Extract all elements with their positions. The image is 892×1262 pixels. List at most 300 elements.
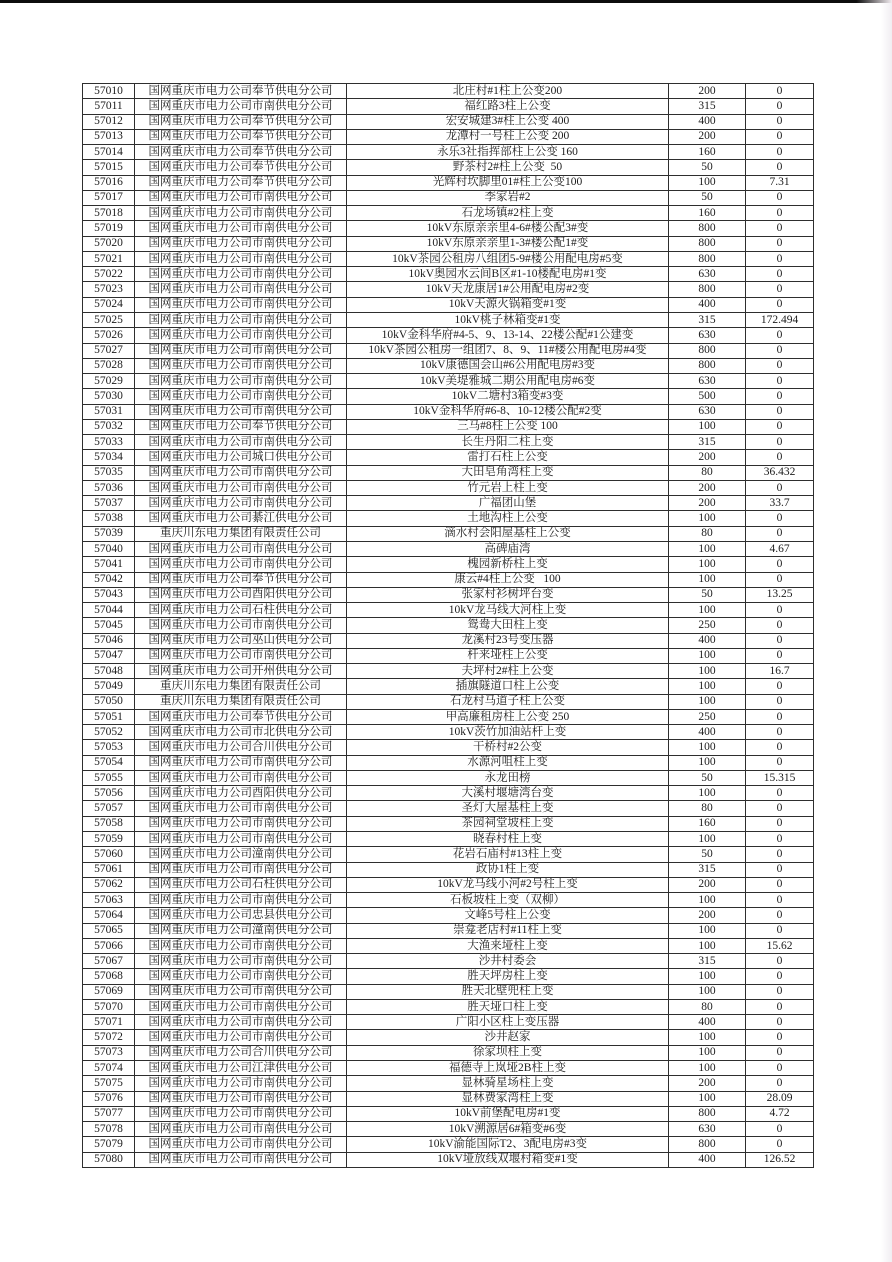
cell-company: 国网重庆市电力公司市南供电分公司 [135, 267, 347, 282]
cell-company: 国网重庆市电力公司市南供电分公司 [135, 801, 347, 816]
cell-id: 57066 [83, 938, 135, 953]
table-row [83, 938, 814, 953]
cell-value: 0 [746, 801, 814, 816]
cell-name: 茶园祠堂坡柱上变 [347, 816, 669, 831]
cell-capacity: 800 [669, 343, 746, 358]
cell-id: 57060 [83, 847, 135, 862]
cell-capacity: 800 [669, 282, 746, 297]
cell-name: 广阳小区柱上变压器 [347, 1015, 669, 1030]
cell-name: 沙井赵家 [347, 1030, 669, 1045]
table-row [83, 282, 814, 297]
cell-capacity: 100 [669, 740, 746, 755]
table-row [83, 450, 814, 465]
cell-id: 57043 [83, 587, 135, 602]
table-row [83, 877, 814, 892]
cell-value: 0 [746, 1030, 814, 1045]
cell-capacity: 630 [669, 404, 746, 419]
cell-name: 插旗隧道口柱上公变 [347, 679, 669, 694]
cell-id: 57024 [83, 297, 135, 312]
cell-name: 10kV金科华府#4-5、9、13-14、22楼公配#1公建变 [347, 328, 669, 343]
cell-capacity: 800 [669, 251, 746, 266]
cell-value: 0 [746, 236, 814, 251]
cell-value: 0 [746, 572, 814, 587]
cell-id: 57048 [83, 664, 135, 679]
cell-company: 国网重庆市电力公司潼南供电分公司 [135, 923, 347, 938]
cell-capacity: 400 [669, 1015, 746, 1030]
cell-id: 57029 [83, 374, 135, 389]
cell-name: 永龙田榜 [347, 770, 669, 785]
cell-value: 0 [746, 526, 814, 541]
cell-id: 57031 [83, 404, 135, 419]
cell-name: 10kV茨竹加油站杆上变 [347, 725, 669, 740]
table-row [83, 526, 814, 541]
cell-company: 国网重庆市电力公司石柱供电分公司 [135, 603, 347, 618]
table-row [83, 190, 814, 205]
cell-company: 国网重庆市电力公司奉节供电分公司 [135, 572, 347, 587]
cell-id: 57063 [83, 893, 135, 908]
cell-id: 57053 [83, 740, 135, 755]
cell-company: 国网重庆市电力公司巫山供电分公司 [135, 633, 347, 648]
cell-id: 57022 [83, 267, 135, 282]
cell-name: 10kV美堤雅城二期公用配电房#6变 [347, 374, 669, 389]
cell-name: 永乐3社指挥部柱上公变 160 [347, 145, 669, 160]
cell-capacity: 100 [669, 1061, 746, 1076]
cell-name: 福红路3柱上公变 [347, 99, 669, 114]
cell-capacity: 800 [669, 1106, 746, 1121]
cell-value: 0 [746, 404, 814, 419]
cell-id: 57064 [83, 908, 135, 923]
table-row [83, 572, 814, 587]
table-row [83, 297, 814, 312]
cell-capacity: 800 [669, 221, 746, 236]
cell-name: 广福团山堡 [347, 496, 669, 511]
cell-id: 57028 [83, 358, 135, 373]
cell-id: 57073 [83, 1045, 135, 1060]
cell-name: 花岩石庙村#13柱上变 [347, 847, 669, 862]
cell-name: 宏安城建3#柱上公变 400 [347, 114, 669, 129]
cell-company: 国网重庆市电力公司合川供电分公司 [135, 740, 347, 755]
cell-value: 0 [746, 1015, 814, 1030]
cell-id: 57075 [83, 1076, 135, 1091]
table-row [83, 389, 814, 404]
cell-capacity: 50 [669, 160, 746, 175]
cell-name: 福德寺上岚垭2B柱上变 [347, 1061, 669, 1076]
cell-id: 57079 [83, 1137, 135, 1152]
cell-company: 国网重庆市电力公司市南供电分公司 [135, 1106, 347, 1121]
cell-value: 0 [746, 419, 814, 434]
cell-value: 0 [746, 389, 814, 404]
cell-id: 57045 [83, 618, 135, 633]
cell-company: 国网重庆市电力公司市南供电分公司 [135, 1076, 347, 1091]
table-row [83, 1030, 814, 1045]
cell-company: 国网重庆市电力公司合川供电分公司 [135, 1045, 347, 1060]
cell-id: 57030 [83, 389, 135, 404]
cell-capacity: 630 [669, 374, 746, 389]
cell-company: 国网重庆市电力公司奉节供电分公司 [135, 709, 347, 724]
cell-company: 国网重庆市电力公司市南供电分公司 [135, 1137, 347, 1152]
cell-value: 16.7 [746, 664, 814, 679]
table-row [83, 435, 814, 450]
cell-id: 57067 [83, 954, 135, 969]
cell-value: 0 [746, 1076, 814, 1091]
cell-company: 国网重庆市电力公司市南供电分公司 [135, 389, 347, 404]
cell-id: 57056 [83, 786, 135, 801]
cell-company: 国网重庆市电力公司市南供电分公司 [135, 435, 347, 450]
cell-name: 竹元岩上柱上变 [347, 480, 669, 495]
cell-value: 0 [746, 190, 814, 205]
cell-company: 国网重庆市电力公司开州供电分公司 [135, 664, 347, 679]
cell-company: 国网重庆市电力公司市南供电分公司 [135, 404, 347, 419]
table-row [83, 786, 814, 801]
cell-company: 国网重庆市电力公司市南供电分公司 [135, 1152, 347, 1167]
cell-name: 野茶村2#柱上公变 50 [347, 160, 669, 175]
cell-name: 10kV金科华府#6-8、10-12楼公配#2变 [347, 404, 669, 419]
cell-company: 国网重庆市电力公司市南供电分公司 [135, 816, 347, 831]
cell-name: 10kV前堡配电房#1变 [347, 1106, 669, 1121]
cell-company: 国网重庆市电力公司奉节供电分公司 [135, 419, 347, 434]
cell-name: 10kV渝能国际T2、3配电房#3变 [347, 1137, 669, 1152]
cell-value: 0 [746, 297, 814, 312]
cell-capacity: 80 [669, 465, 746, 480]
cell-id: 57047 [83, 648, 135, 663]
cell-value: 0 [746, 160, 814, 175]
cell-company: 国网重庆市电力公司市南供电分公司 [135, 862, 347, 877]
cell-id: 57055 [83, 770, 135, 785]
cell-capacity: 100 [669, 1045, 746, 1060]
cell-id: 57061 [83, 862, 135, 877]
cell-value: 33.7 [746, 496, 814, 511]
cell-capacity: 200 [669, 129, 746, 144]
cell-name: 晓春村柱上变 [347, 832, 669, 847]
cell-company: 国网重庆市电力公司市南供电分公司 [135, 190, 347, 205]
cell-value: 0 [746, 633, 814, 648]
cell-name: 圣灯大屋基柱上变 [347, 801, 669, 816]
cell-name: 大渔来垭柱上变 [347, 938, 669, 953]
cell-id: 57025 [83, 312, 135, 327]
cell-value: 0 [746, 786, 814, 801]
table-row [83, 862, 814, 877]
cell-company: 重庆川东电力集团有限责任公司 [135, 526, 347, 541]
cell-name: 10kV茶园公租房一组团7、8、9、11#楼公用配电房#4变 [347, 343, 669, 358]
table-row [83, 893, 814, 908]
cell-name: 10kV二塘村3箱变#3变 [347, 389, 669, 404]
cell-name: 张家村衫树坪台变 [347, 587, 669, 602]
table-row [83, 1106, 814, 1121]
cell-value: 0 [746, 374, 814, 389]
cell-value: 0 [746, 694, 814, 709]
table-row [83, 664, 814, 679]
table-row [83, 465, 814, 480]
cell-capacity: 100 [669, 419, 746, 434]
cell-value: 28.09 [746, 1091, 814, 1106]
cell-capacity: 800 [669, 236, 746, 251]
cell-name: 石龙场镇#2柱上变 [347, 206, 669, 221]
cell-value: 0 [746, 923, 814, 938]
table-row [83, 984, 814, 999]
cell-value: 0 [746, 908, 814, 923]
cell-id: 57036 [83, 480, 135, 495]
cell-value: 7.31 [746, 175, 814, 190]
cell-value: 4.72 [746, 1106, 814, 1121]
cell-capacity: 100 [669, 679, 746, 694]
cell-company: 国网重庆市电力公司市南供电分公司 [135, 480, 347, 495]
cell-value: 0 [746, 725, 814, 740]
cell-company: 国网重庆市电力公司市南供电分公司 [135, 358, 347, 373]
cell-capacity: 315 [669, 99, 746, 114]
cell-value: 0 [746, 99, 814, 114]
cell-name: 干桥村#2公变 [347, 740, 669, 755]
cell-capacity: 100 [669, 511, 746, 526]
cell-name: 10kV奥园水云间B区#1-10楼配电房#1变 [347, 267, 669, 282]
cell-value: 15.62 [746, 938, 814, 953]
cell-company: 国网重庆市电力公司市南供电分公司 [135, 541, 347, 556]
cell-value: 0 [746, 480, 814, 495]
cell-name: 徐家坝柱上变 [347, 1045, 669, 1060]
cell-capacity: 315 [669, 435, 746, 450]
cell-capacity: 200 [669, 480, 746, 495]
cell-capacity: 630 [669, 267, 746, 282]
cell-value: 0 [746, 84, 814, 99]
cell-company: 重庆川东电力集团有限责任公司 [135, 694, 347, 709]
cell-capacity: 100 [669, 969, 746, 984]
table-row [83, 129, 814, 144]
data-table [82, 83, 814, 1168]
cell-value: 0 [746, 358, 814, 373]
cell-name: 土地沟柱上公变 [347, 511, 669, 526]
cell-value: 0 [746, 343, 814, 358]
cell-id: 57071 [83, 1015, 135, 1030]
table-row [83, 343, 814, 358]
table-row [83, 267, 814, 282]
cell-name: 10kV天源火锅箱变#1变 [347, 297, 669, 312]
cell-name: 石龙村马道子柱上公变 [347, 694, 669, 709]
table-row [83, 312, 814, 327]
cell-capacity: 50 [669, 770, 746, 785]
cell-value: 0 [746, 206, 814, 221]
table-row [83, 114, 814, 129]
table-row [83, 1076, 814, 1091]
table-row [83, 480, 814, 495]
cell-value: 0 [746, 450, 814, 465]
cell-capacity: 50 [669, 847, 746, 862]
cell-value: 0 [746, 1137, 814, 1152]
table-row [83, 99, 814, 114]
cell-value: 0 [746, 1045, 814, 1060]
table-row [83, 679, 814, 694]
cell-company: 国网重庆市电力公司市南供电分公司 [135, 328, 347, 343]
cell-company: 国网重庆市电力公司市南供电分公司 [135, 1030, 347, 1045]
cell-value: 0 [746, 832, 814, 847]
cell-company: 国网重庆市电力公司市南供电分公司 [135, 297, 347, 312]
cell-value: 0 [746, 969, 814, 984]
cell-value: 0 [746, 511, 814, 526]
cell-id: 57017 [83, 190, 135, 205]
cell-company: 国网重庆市电力公司市南供电分公司 [135, 1015, 347, 1030]
cell-value: 0 [746, 709, 814, 724]
table-row [83, 221, 814, 236]
table-row [83, 1061, 814, 1076]
cell-id: 57039 [83, 526, 135, 541]
cell-company: 国网重庆市电力公司市南供电分公司 [135, 374, 347, 389]
table-row [83, 755, 814, 770]
cell-value: 0 [746, 557, 814, 572]
cell-company: 国网重庆市电力公司市南供电分公司 [135, 832, 347, 847]
cell-id: 57010 [83, 84, 135, 99]
cell-value: 0 [746, 648, 814, 663]
cell-capacity: 100 [669, 175, 746, 190]
cell-id: 57072 [83, 1030, 135, 1045]
cell-company: 国网重庆市电力公司市南供电分公司 [135, 999, 347, 1014]
table-row [83, 1152, 814, 1167]
cell-capacity: 100 [669, 541, 746, 556]
table-row [83, 358, 814, 373]
cell-id: 57038 [83, 511, 135, 526]
cell-value: 0 [746, 893, 814, 908]
cell-value: 0 [746, 847, 814, 862]
cell-id: 57065 [83, 923, 135, 938]
cell-value: 0 [746, 999, 814, 1014]
cell-value: 0 [746, 114, 814, 129]
table-row [83, 770, 814, 785]
cell-value: 0 [746, 251, 814, 266]
table-row [83, 648, 814, 663]
cell-name: 甲高廉租房柱上公变 250 [347, 709, 669, 724]
cell-company: 国网重庆市电力公司奉节供电分公司 [135, 114, 347, 129]
cell-company: 国网重庆市电力公司市南供电分公司 [135, 648, 347, 663]
cell-id: 57032 [83, 419, 135, 434]
cell-capacity: 315 [669, 954, 746, 969]
cell-value: 36.432 [746, 465, 814, 480]
table-row [83, 404, 814, 419]
cell-company: 国网重庆市电力公司市南供电分公司 [135, 893, 347, 908]
table-row [83, 801, 814, 816]
cell-value: 4.67 [746, 541, 814, 556]
cell-value: 0 [746, 1061, 814, 1076]
table-row [83, 374, 814, 389]
cell-id: 57059 [83, 832, 135, 847]
cell-id: 57057 [83, 801, 135, 816]
cell-id: 57037 [83, 496, 135, 511]
cell-company: 国网重庆市电力公司市南供电分公司 [135, 1122, 347, 1137]
cell-name: 10kV东原亲亲里4-6#楼公配3#变 [347, 221, 669, 236]
cell-capacity: 100 [669, 832, 746, 847]
cell-id: 57051 [83, 709, 135, 724]
cell-company: 国网重庆市电力公司市南供电分公司 [135, 496, 347, 511]
cell-value: 0 [746, 679, 814, 694]
cell-company: 国网重庆市电力公司市南供电分公司 [135, 969, 347, 984]
cell-capacity: 400 [669, 633, 746, 648]
cell-capacity: 100 [669, 1030, 746, 1045]
cell-value: 0 [746, 984, 814, 999]
cell-value: 0 [746, 877, 814, 892]
table-row [83, 541, 814, 556]
table-row [83, 847, 814, 862]
cell-id: 57069 [83, 984, 135, 999]
cell-company: 重庆川东电力集团有限责任公司 [135, 679, 347, 694]
page-edge-shadow [881, 3, 892, 1262]
table-row [83, 999, 814, 1014]
cell-capacity: 800 [669, 1137, 746, 1152]
cell-id: 57042 [83, 572, 135, 587]
cell-name: 10kV垭放线双堰村箱变#1变 [347, 1152, 669, 1167]
table-row [83, 633, 814, 648]
cell-id: 57027 [83, 343, 135, 358]
cell-id: 57062 [83, 877, 135, 892]
cell-company: 国网重庆市电力公司市南供电分公司 [135, 221, 347, 236]
cell-value: 0 [746, 282, 814, 297]
cell-value: 0 [746, 145, 814, 160]
cell-id: 57012 [83, 114, 135, 129]
cell-value: 0 [746, 221, 814, 236]
cell-company: 国网重庆市电力公司忠县供电分公司 [135, 908, 347, 923]
cell-capacity: 630 [669, 328, 746, 343]
cell-id: 57080 [83, 1152, 135, 1167]
cell-id: 57019 [83, 221, 135, 236]
table-row [83, 923, 814, 938]
cell-name: 夫坪村2#柱上公变 [347, 664, 669, 679]
cell-capacity: 100 [669, 572, 746, 587]
cell-name: 大溪村堰塘湾台变 [347, 786, 669, 801]
cell-capacity: 80 [669, 526, 746, 541]
cell-company: 国网重庆市电力公司酉阳供电分公司 [135, 786, 347, 801]
table-row [83, 1015, 814, 1030]
table-row [83, 694, 814, 709]
table-row [83, 603, 814, 618]
cell-capacity: 400 [669, 1152, 746, 1167]
table-row [83, 740, 814, 755]
cell-capacity: 200 [669, 84, 746, 99]
cell-company: 国网重庆市电力公司市南供电分公司 [135, 618, 347, 633]
cell-capacity: 315 [669, 312, 746, 327]
table-row [83, 1045, 814, 1060]
cell-id: 57068 [83, 969, 135, 984]
cell-value: 0 [746, 618, 814, 633]
cell-id: 57021 [83, 251, 135, 266]
cell-id: 57049 [83, 679, 135, 694]
cell-capacity: 100 [669, 893, 746, 908]
cell-name: 沙井村委会 [347, 954, 669, 969]
cell-capacity: 200 [669, 450, 746, 465]
cell-name: 鸳鸯大田柱上变 [347, 618, 669, 633]
cell-company: 国网重庆市电力公司市南供电分公司 [135, 755, 347, 770]
cell-capacity: 400 [669, 114, 746, 129]
cell-id: 57054 [83, 755, 135, 770]
cell-capacity: 200 [669, 877, 746, 892]
cell-value: 0 [746, 740, 814, 755]
cell-name: 水源河咀柱上变 [347, 755, 669, 770]
data-table-body [83, 84, 814, 1168]
table-row [83, 618, 814, 633]
cell-value: 0 [746, 435, 814, 450]
cell-capacity: 630 [669, 1122, 746, 1137]
cell-company: 国网重庆市电力公司城口供电分公司 [135, 450, 347, 465]
cell-capacity: 100 [669, 557, 746, 572]
cell-name: 10kV东原亲亲里1-3#楼公配1#变 [347, 236, 669, 251]
cell-name: 显林骑星场柱上变 [347, 1076, 669, 1091]
cell-value: 0 [746, 1122, 814, 1137]
cell-id: 57018 [83, 206, 135, 221]
cell-company: 国网重庆市电力公司市南供电分公司 [135, 99, 347, 114]
cell-name: 10kV茶园公租房八组团5-9#楼公用配电房#5变 [347, 251, 669, 266]
cell-name: 10kV康德国会山#6公用配电房#3变 [347, 358, 669, 373]
cell-capacity: 50 [669, 190, 746, 205]
cell-company: 国网重庆市电力公司奉节供电分公司 [135, 84, 347, 99]
cell-name: 大田皂角湾柱上变 [347, 465, 669, 480]
cell-capacity: 400 [669, 725, 746, 740]
cell-id: 57023 [83, 282, 135, 297]
cell-capacity: 100 [669, 923, 746, 938]
cell-id: 57046 [83, 633, 135, 648]
